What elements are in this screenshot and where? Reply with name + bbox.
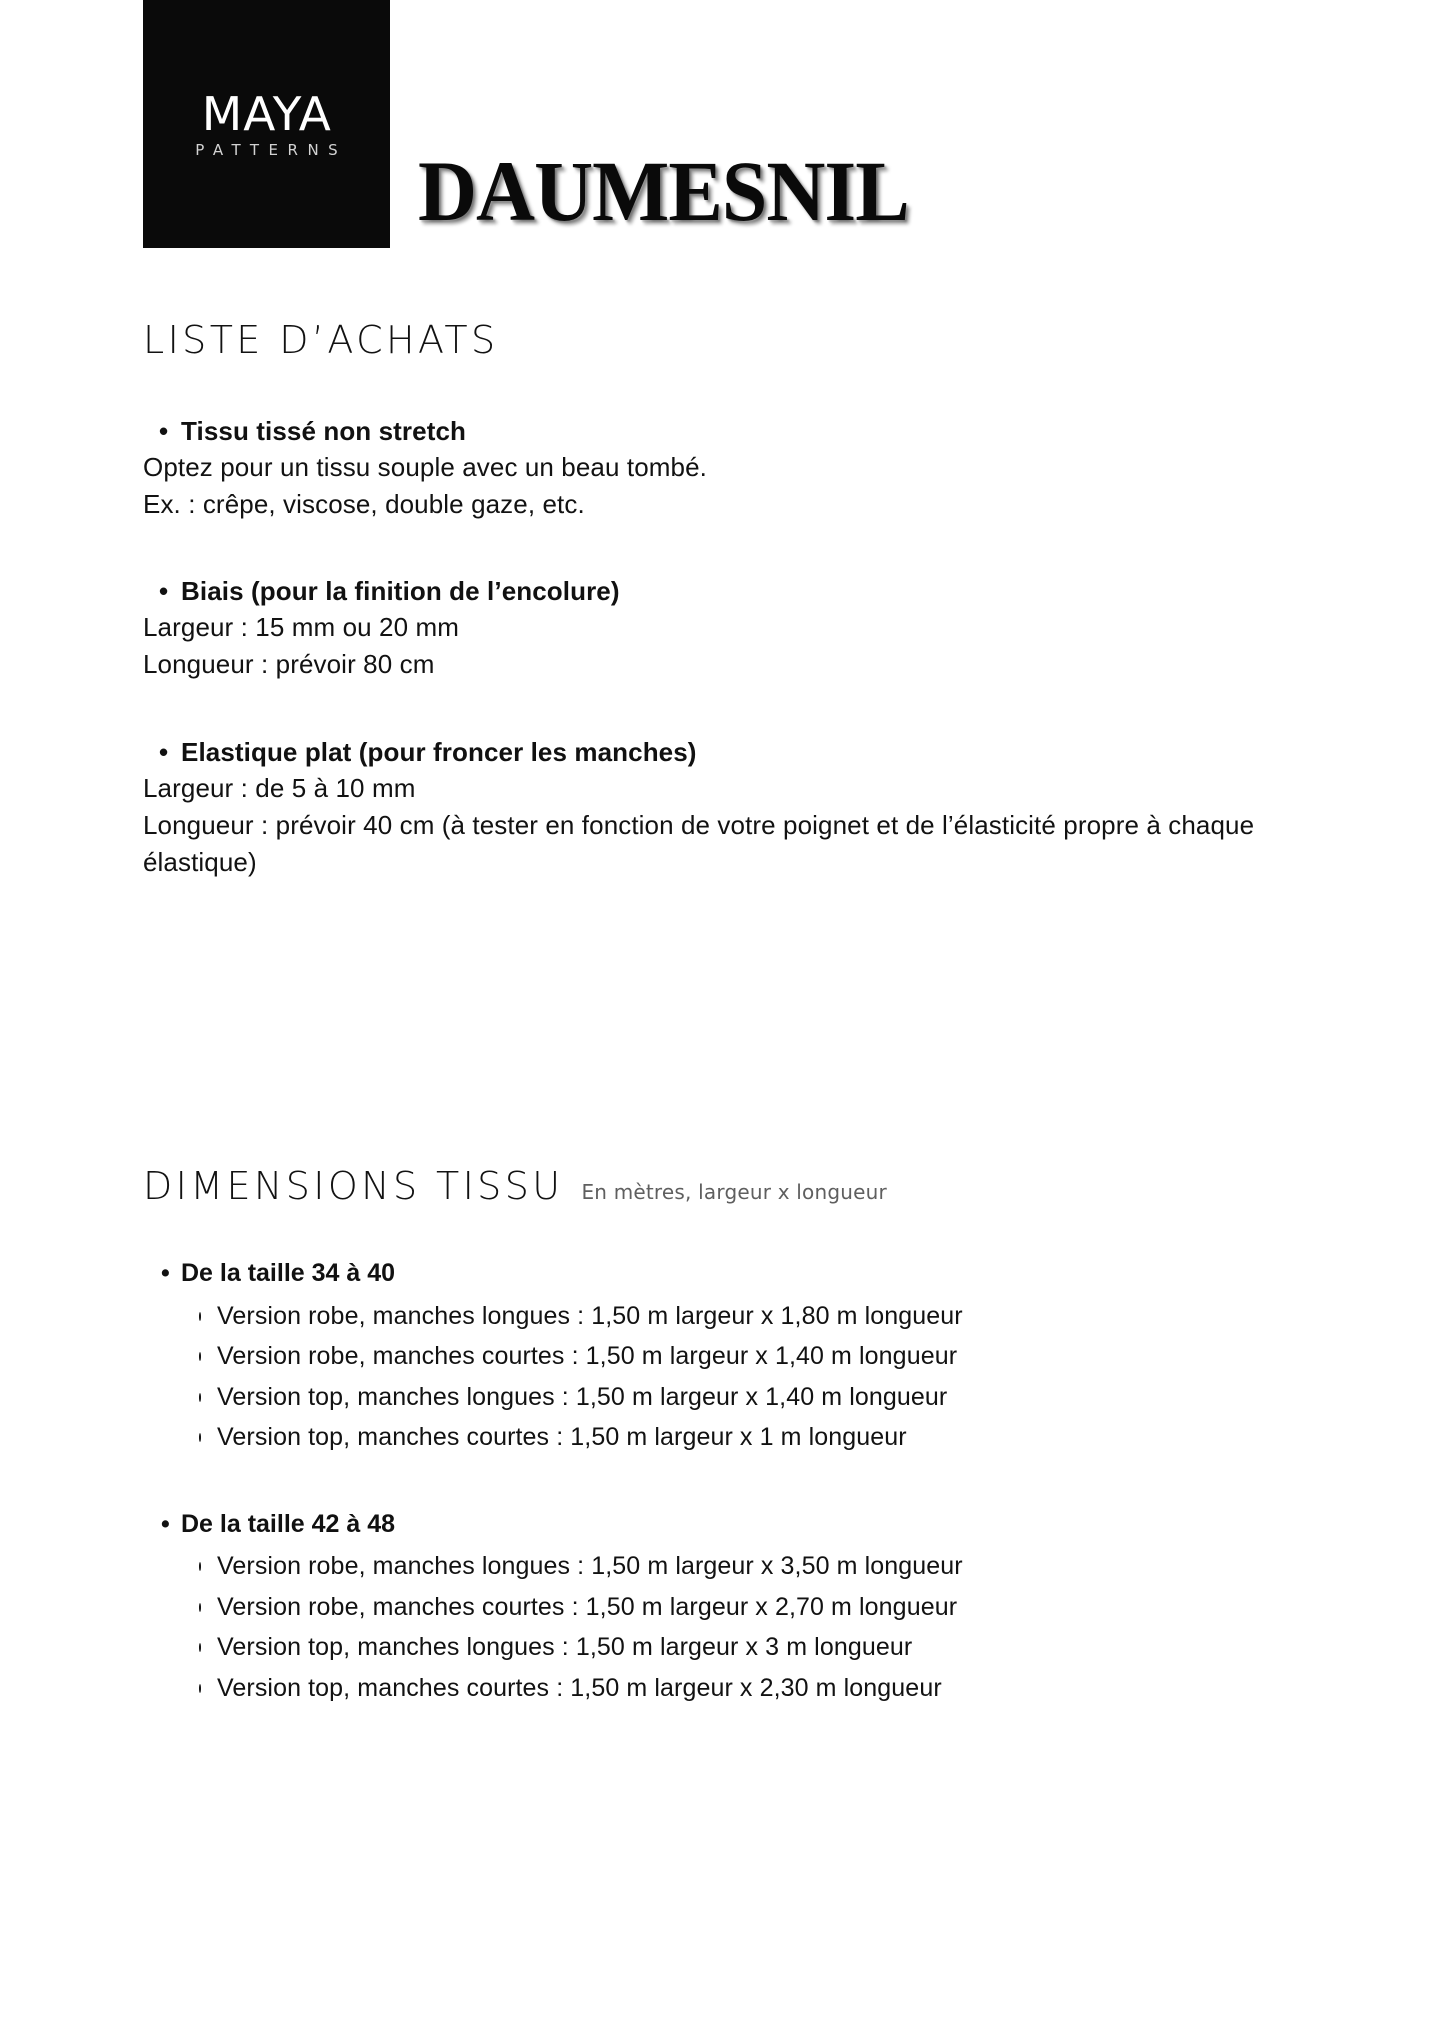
- list-item: [143, 1587, 1445, 1628]
- hollow-bullet-icon: [143, 1377, 199, 1418]
- size-range-label: De la taille 34 à 40: [181, 1259, 396, 1288]
- dimension-label: Version top, manches courtes : 1,50 m largeur x 1 m longueur: [217, 1423, 907, 1452]
- hollow-bullet-icon: [143, 1587, 199, 1628]
- dimension-sublist: [143, 1546, 1445, 1708]
- bullet-icon: •: [161, 1259, 170, 1288]
- size-range-title: [143, 1257, 1445, 1290]
- list-item: [143, 1257, 1445, 1458]
- maya-patterns-logo: [143, 0, 390, 248]
- group-lines: [143, 770, 1445, 881]
- dimension-sublist: [143, 1296, 1445, 1458]
- list-item: [143, 1417, 1445, 1458]
- bullet-icon: •: [159, 415, 169, 446]
- dimension-label: Version top, manches longues : 1,50 m largeur x 1,40 m longueur: [217, 1382, 948, 1411]
- group-line: Ex. : crêpe, viscose, double gaze, etc.: [143, 488, 585, 519]
- hollow-bullet-icon: [143, 1336, 199, 1377]
- section-heading-liste-achats: [143, 320, 1445, 362]
- bullet-icon: •: [159, 737, 169, 768]
- group-title: [143, 735, 1445, 770]
- group-line: Longueur : prévoir 40 cm (à tester en fonction de votre poignet et de l’élasticité propre à chaque élastique): [143, 809, 1255, 877]
- dimension-label: Version top, manches longues : 1,50 m largeur x 3 m longueur: [217, 1633, 913, 1662]
- hollow-bullet-icon: [143, 1296, 199, 1337]
- bullet-icon: •: [159, 576, 169, 607]
- hollow-bullet-icon: [143, 1668, 199, 1709]
- group-lines: [143, 449, 1445, 523]
- group-title-label: Elastique plat (pour froncer les manches): [181, 737, 697, 768]
- list-item: [143, 1627, 1445, 1668]
- logo-tagline: PATTERNS: [195, 140, 348, 159]
- dimension-label: Version robe, manches longues : 1,50 m largeur x 3,50 m longueur: [217, 1552, 963, 1581]
- group-line: Optez pour un tissu souple avec un beau tombé.: [143, 451, 707, 482]
- page-title: DAUMESNIL: [418, 143, 909, 239]
- list-item: [143, 1377, 1445, 1418]
- list-item: [143, 1668, 1445, 1709]
- group-line: Largeur : 15 mm ou 20 mm: [143, 612, 459, 643]
- list-item: [143, 735, 1445, 881]
- section-heading-dimensions-tissu: [143, 1163, 1445, 1208]
- group-title-label: Biais (pour la finition de l’encolure): [181, 576, 620, 607]
- section-title: DIMENSIONS TISSU: [143, 1163, 564, 1208]
- shopping-list: [143, 414, 1445, 881]
- list-item: [143, 1546, 1445, 1587]
- group-title-label: Tissu tissé non stretch: [181, 415, 467, 446]
- group-title: [143, 574, 1445, 609]
- dimension-label: Version robe, manches longues : 1,50 m largeur x 1,80 m longueur: [217, 1301, 963, 1330]
- list-item: [143, 414, 1445, 523]
- group-line: Longueur : prévoir 80 cm: [143, 649, 435, 680]
- hollow-bullet-icon: [143, 1417, 199, 1458]
- hollow-bullet-icon: [143, 1627, 199, 1668]
- document-content: [0, 320, 1445, 1708]
- list-item: [143, 1336, 1445, 1377]
- list-item: [143, 1296, 1445, 1337]
- logo-wordmark: MAYA: [201, 86, 332, 141]
- dimension-label: Version top, manches courtes : 1,50 m largeur x 2,30 m longueur: [217, 1673, 942, 1702]
- hollow-bullet-icon: [143, 1546, 199, 1587]
- list-item: [143, 574, 1445, 683]
- group-title: [143, 414, 1445, 449]
- dimension-label: Version robe, manches courtes : 1,50 m largeur x 2,70 m longueur: [217, 1592, 958, 1621]
- section-subtitle: En mètres, largeur x longueur: [581, 1179, 887, 1204]
- bullet-icon: •: [161, 1509, 170, 1538]
- list-item: [143, 1508, 1445, 1709]
- document-header: [0, 0, 1445, 250]
- fabric-dimensions-list: [143, 1257, 1445, 1708]
- dimension-label: Version robe, manches courtes : 1,50 m largeur x 1,40 m longueur: [217, 1342, 958, 1371]
- group-lines: [143, 609, 1445, 683]
- section-title: LISTE D’ACHATS: [143, 318, 499, 362]
- size-range-title: [143, 1508, 1445, 1541]
- group-line: Largeur : de 5 à 10 mm: [143, 772, 416, 803]
- size-range-label: De la taille 42 à 48: [181, 1509, 396, 1538]
